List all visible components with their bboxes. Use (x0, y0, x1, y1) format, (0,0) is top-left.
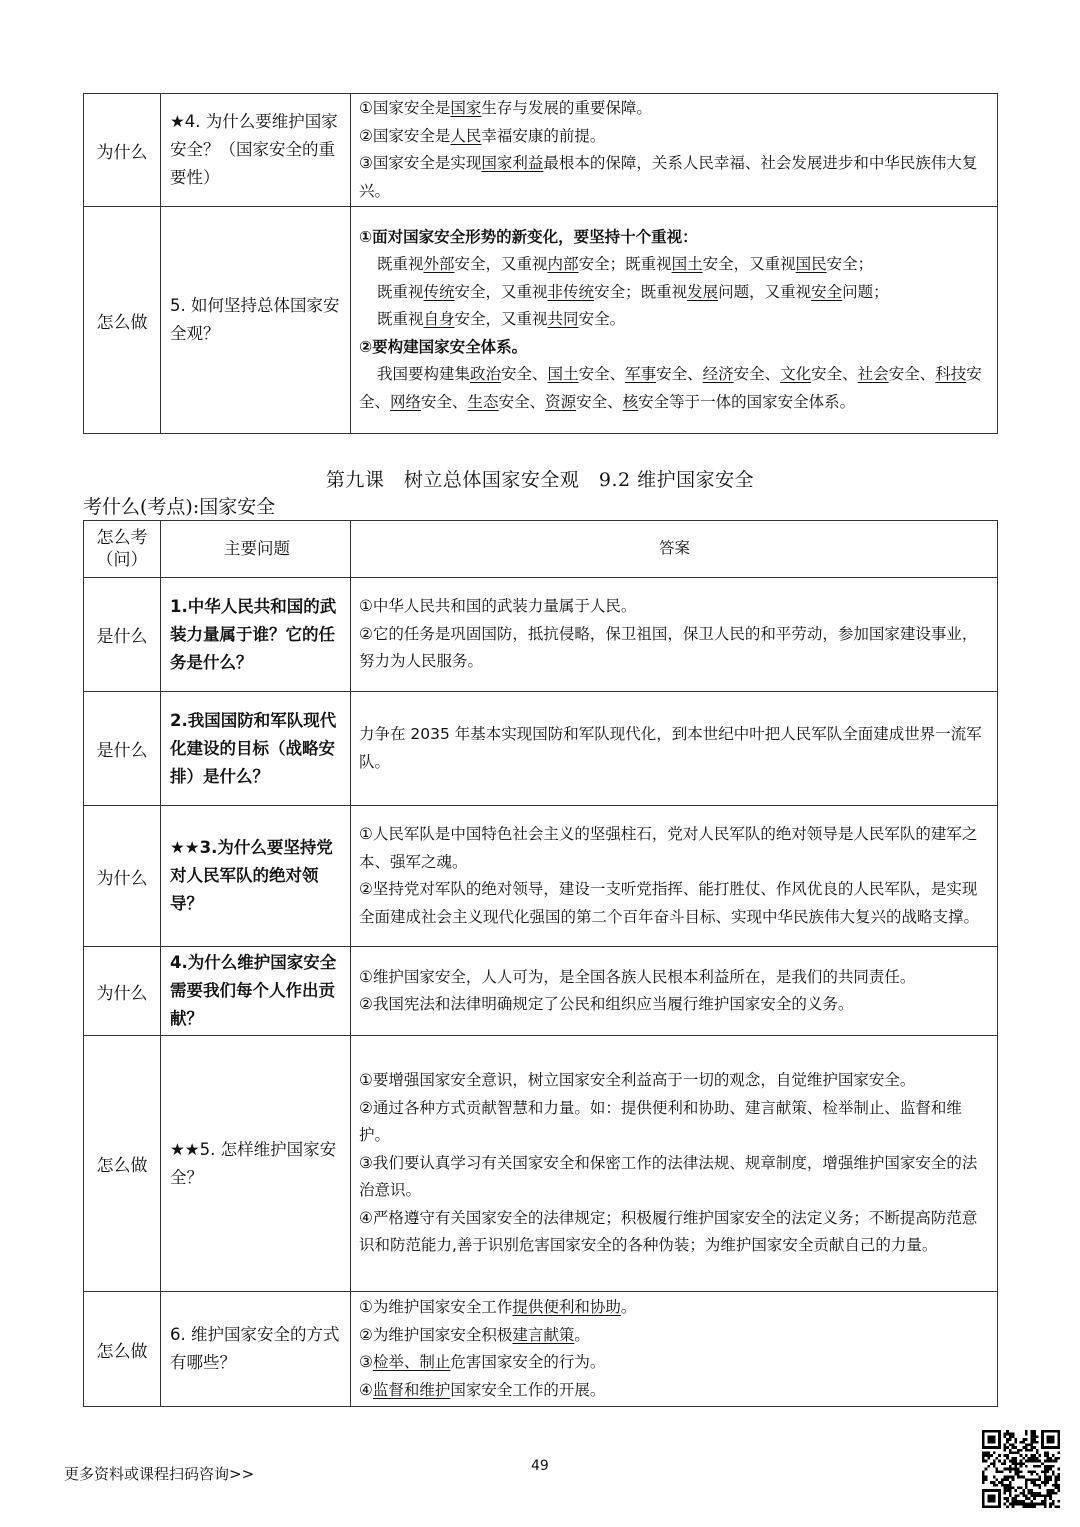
text-segment: 安全等于一体的国家安全体系。 (638, 392, 856, 411)
text-segment: 安全、 (888, 365, 936, 384)
underlined-term: 生态 (467, 392, 499, 411)
underlined-term: 国家利益 (481, 154, 544, 172)
text-segment: 国家安全工作的开展。 (450, 1380, 606, 1399)
answer-line (359, 95, 990, 123)
text-segment: 安全，又重视 (454, 310, 548, 329)
question-cell: ★★3.为什么要坚持党对人民军队的绝对领导？ (161, 806, 351, 947)
answer-line: ②通过各种方式贡献智慧和力量。如：提供便利和协助、建言献策、检举制止、监督和维护。 (359, 1098, 962, 1145)
answer-line: ①中华人民共和国的武装力量属于人民。 (359, 597, 637, 616)
underlined-term: 军事 (625, 365, 657, 384)
question-cell: ★4. 为什么要维护国家安全？（国家安全的重要性） (161, 94, 351, 207)
underlined-term: 经济 (702, 365, 734, 384)
ask-type-cell: 为什么 (84, 806, 161, 947)
underlined-term: 国土 (671, 255, 703, 274)
answer-line: ①人民军队是中国特色社会主义的坚强柱石，党对人民军队的绝对领导是人民军队的建军之本、强军之魂。 (359, 825, 978, 871)
ask-type-cell: 怎么做 (84, 1036, 161, 1292)
question-cell: ★★5. 怎样维护国家安全？ (161, 1036, 351, 1292)
underlined-term: 政治 (470, 365, 502, 384)
table-row (84, 1036, 998, 1292)
page-number: 49 (531, 1458, 549, 1474)
answer-line: ④严格遵守有关国家安全的法律规定；积极履行维护国家安全的法定义务；不断提高防范意识和防范能力,善于识别危害国家安全的各种伪装；为维护国家安全贡献自己的力量。 (359, 1208, 978, 1255)
table-row (84, 692, 998, 806)
answer-cell (351, 1292, 998, 1407)
question-cell: 1.中华人民共和国的武装力量属于谁？它的任务是什么？ (161, 578, 351, 692)
underlined-term: 网络 (390, 392, 422, 411)
text-segment: 安全、 (576, 392, 623, 411)
answer-cell (351, 692, 998, 806)
underlined-term: 国家 (450, 99, 482, 117)
text-segment: 幸福安康的前提。 (481, 126, 606, 145)
text-segment: 。 (620, 1298, 637, 1316)
underlined-term: 外部 (423, 255, 455, 274)
underlined-term: 国土 (547, 365, 579, 384)
text-segment: 既重视 (377, 255, 424, 274)
underlined-term: 非传统 (547, 282, 595, 301)
answer-line (359, 1349, 990, 1377)
text-segment: 安全、 (733, 365, 781, 384)
text-segment: ①为维护国家安全工作 (359, 1298, 513, 1316)
answer-cell (351, 947, 998, 1036)
top-table (83, 93, 998, 434)
underlined-term: 国民 (795, 255, 827, 274)
underlined-term: 社会 (857, 365, 889, 384)
text-segment: 我国要构建集 (377, 365, 471, 384)
table-row (84, 94, 998, 207)
underlined-term: 安全 (811, 282, 843, 301)
table-row (84, 947, 998, 1036)
underlined-term: 发展 (687, 282, 719, 301)
answer-paragraph (359, 361, 990, 416)
text-segment: 安全，又重视 (454, 255, 548, 274)
answer-heading: ①面对国家安全形势的新变化，要坚持十个重视： (359, 227, 698, 246)
answer-line: ①维护国家安全，人人可为，是全国各族人民根本利益所在，是我们的共同责任。 (359, 967, 916, 986)
underlined-term: 监督和维护 (372, 1380, 451, 1399)
sub-heading: 考什么(考点):国家安全 (83, 496, 276, 518)
text-segment: 安全、 (811, 365, 858, 384)
answer-cell (351, 1036, 998, 1292)
text-segment: ④ (359, 1380, 373, 1399)
table-row (84, 1292, 998, 1407)
ask-type-cell: 怎么做 (84, 1292, 161, 1407)
text-segment: 既重视 (377, 310, 424, 329)
answer-line (359, 251, 990, 279)
text-segment: 生存与发展的重要保障。 (481, 99, 652, 117)
ask-type-cell: 是什么 (84, 578, 161, 692)
answer-line (359, 1322, 990, 1350)
answer-line: ③我们要认真学习有关国家安全和保密工作的法律法规、规章制度，增强维护国家安全的法治意识。 (359, 1153, 978, 1200)
answer-line: ②坚持党对军队的绝对领导，建设一支听党指挥、能打胜仗、作风优良的人民军队，是实现全面建成社会主义现代化强国的第二个百年奋斗目标、实现中华民族伟大复兴的战略支撑。 (359, 880, 980, 926)
answer-line (359, 1377, 990, 1405)
underlined-term: 检举、制止 (372, 1353, 451, 1371)
text-segment: 安全、 (578, 365, 626, 384)
answer-cell (351, 806, 998, 947)
answer-line: ②我国宪法和法律明确规定了公民和组织应当履行维护国家安全的义务。 (359, 995, 854, 1013)
text-segment: 安全、 (501, 365, 548, 384)
text-segment: 安全，又重视 (454, 282, 548, 301)
underlined-term: 资源 (545, 392, 577, 411)
answer-cell (351, 94, 998, 207)
main-table (83, 520, 998, 1407)
text-segment: 安全；既重视 (578, 255, 672, 274)
table-header-row (84, 521, 998, 578)
footer-note: 更多资料或课程扫码咨询>> (64, 1465, 255, 1483)
question-cell: 6. 维护国家安全的方式有哪些？ (161, 1292, 351, 1407)
text-segment: 安全；既重视 (594, 282, 688, 301)
header-ask-type: 怎么考（问） (84, 521, 161, 578)
underlined-term: 共同 (547, 310, 579, 329)
text-segment: 既重视 (377, 282, 424, 301)
underlined-term: 传统 (423, 282, 455, 301)
text-segment: 安全、 (359, 365, 982, 411)
text-segment: ③国家安全是实现 (359, 154, 482, 172)
text-segment: 危害国家安全的行为。 (450, 1353, 606, 1371)
header-question: 主要问题 (161, 521, 351, 578)
answer-line (359, 150, 990, 205)
answer-cell (351, 578, 998, 692)
section-title: 第九课 树立总体国家安全观 9.2 维护国家安全 (325, 469, 755, 491)
text-segment: 安全、 (656, 365, 703, 384)
answer-line: 力争在 2035 年基本实现国防和军队现代化，到本世纪中叶把人民军队全面建成世界一流军队。 (359, 725, 982, 771)
answer-line (359, 279, 990, 307)
underlined-term: 文化 (780, 365, 812, 384)
answer-line (359, 306, 990, 334)
underlined-term: 人民 (450, 126, 482, 145)
text-segment: ①国家安全是 (359, 99, 451, 117)
underlined-term: 科技 (935, 365, 967, 384)
text-segment: 安全。 (578, 310, 626, 329)
answer-line (359, 123, 990, 151)
underlined-term: 建言献策 (512, 1325, 575, 1344)
question-cell: 2.我国国防和军队现代化建设的目标（战略安排）是什么？ (161, 692, 351, 806)
table-row (84, 207, 998, 434)
text-segment: 安全； (826, 255, 874, 274)
underlined-term: 核 (622, 392, 639, 411)
answer-heading: ②要构建国家安全体系。 (359, 337, 528, 356)
question-cell: 5. 如何坚持总体国家安全观？ (161, 207, 351, 434)
text-segment: 最根本的保障，关系人民幸福、社会发展进步和中华民族伟大复兴。 (359, 154, 978, 200)
text-segment: ②国家安全是 (359, 126, 451, 145)
answer-line (359, 1294, 990, 1322)
ask-type-cell: 为什么 (84, 94, 161, 207)
answer-line: ②它的任务是巩固国防，抵抗侵略，保卫祖国，保卫人民的和平劳动，参加国家建设事业，努力为人民服务。 (359, 624, 978, 671)
ask-type-cell: 怎么做 (84, 207, 161, 434)
qr-code-icon[interactable] (982, 1430, 1060, 1508)
text-segment: ③ (359, 1353, 373, 1371)
text-segment: 问题； (842, 282, 889, 301)
answer-line: ①要增强国家安全意识，树立国家安全利益高于一切的观念，自觉维护国家安全。 (359, 1071, 916, 1090)
table-row (84, 578, 998, 692)
text-segment: ②为维护国家安全积极 (359, 1325, 513, 1344)
ask-type-cell: 是什么 (84, 692, 161, 806)
underlined-term: 内部 (547, 255, 579, 274)
text-segment: 安全，又重视 (702, 255, 796, 274)
question-cell: 4.为什么维护国家安全需要我们每个人作出贡献？ (161, 947, 351, 1036)
table-row (84, 806, 998, 947)
underlined-term: 提供便利和协助 (512, 1298, 621, 1316)
header-answer: 答案 (351, 521, 998, 578)
answer-cell (351, 207, 998, 434)
underlined-term: 自身 (423, 310, 455, 329)
text-segment: 问题，又重视 (718, 282, 812, 301)
ask-type-cell: 为什么 (84, 947, 161, 1036)
text-segment: 。 (574, 1325, 590, 1344)
text-segment: 安全、 (421, 392, 468, 411)
text-segment: 安全、 (498, 392, 546, 411)
